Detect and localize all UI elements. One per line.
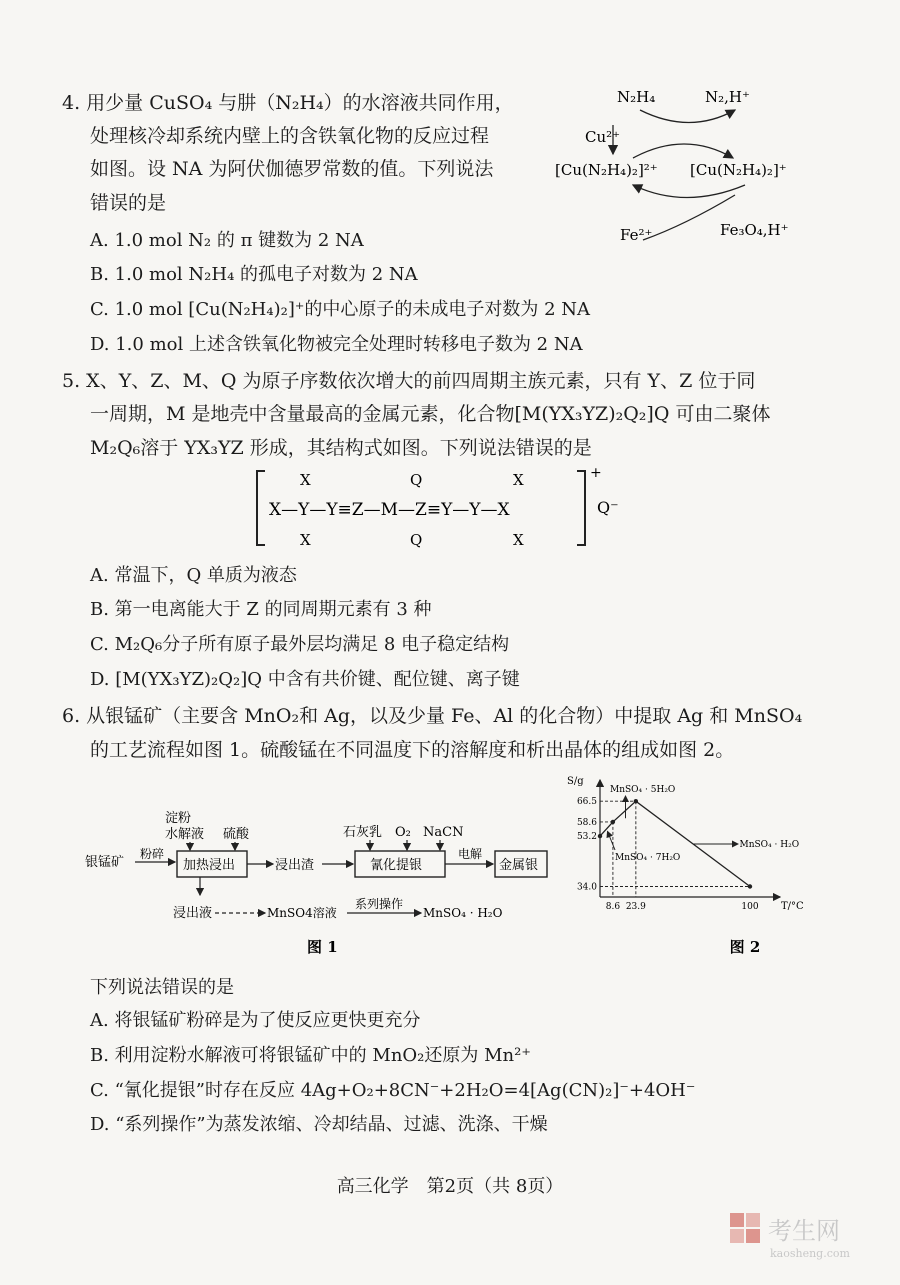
- label-h2o: MnSO₄ · H₂O: [739, 839, 800, 850]
- q4-stem-line-3: 如图。设 NA 为阿伏伽德罗常数的值。下列说法: [90, 158, 494, 180]
- struct-top-right: X: [513, 471, 524, 489]
- q4-stem-line-2: 处理核冷却系统内壁上的含铁氧化物的反应过程: [90, 125, 490, 147]
- struct-top-mid: Q: [410, 471, 423, 489]
- q6-option-b: B. 利用淀粉水解液可将银锰矿中的 MnO₂还原为 Mn²⁺: [90, 1045, 531, 1066]
- diagram-n2h4: N₂H₄: [617, 88, 656, 106]
- q6-solubility-chart: [565, 772, 815, 960]
- y-tick-label: 66.5: [576, 797, 597, 808]
- flow-product: MnSO₄ · H₂O: [423, 906, 503, 920]
- diagram-fe3o4: Fe₃O₄,H⁺: [720, 221, 789, 239]
- flow-operations: 系列操作: [355, 897, 404, 911]
- q6-flow-diagram: [85, 800, 550, 960]
- arrow-top: [640, 110, 735, 123]
- figure-2-caption: 图 2: [729, 938, 761, 956]
- diagram-cu: Cu²⁺: [585, 128, 621, 146]
- flow-leachate: 浸出液: [173, 906, 213, 921]
- q6-option-a: A. 将银锰矿粉碎是为了使反应更快更充分: [90, 1010, 421, 1031]
- flow-starch-2: 水解液: [165, 827, 205, 842]
- diagram-complex-1: [Cu(N₂H₄)₂]²⁺: [555, 161, 658, 179]
- flow-electrolysis: 电解: [458, 847, 483, 861]
- flow-starch-1: 淀粉: [165, 811, 192, 826]
- data-point: [598, 834, 602, 838]
- struct-bot-left: X: [300, 531, 311, 549]
- figure-1-caption: 图 1: [307, 938, 338, 956]
- diagram-complex-2: [Cu(N₂H₄)₂]⁺: [690, 161, 787, 179]
- label-5h2o: MnSO₄ · 5H₂O: [610, 785, 676, 795]
- page-footer: 高三化学 第2页（共 8页）: [336, 1176, 564, 1197]
- label-7h2o: MnSO₄ · 7H₂O: [615, 853, 681, 863]
- diagram-fe: Fe²⁺: [620, 226, 653, 244]
- y-tick-label: 53.2: [576, 832, 597, 843]
- q5-stem-line-3: M₂Q₆溶于 YX₃YZ 形成，其结构式如图。下列说法错误的是: [90, 437, 592, 459]
- arrow-left: [633, 185, 745, 198]
- struct-top-left: X: [300, 471, 311, 489]
- struct-charge: +: [590, 465, 602, 481]
- diagram-n2-h: N₂,H⁺: [705, 88, 750, 106]
- struct-chain: X—Y—Y≡Z—M—Z≡Y—Y—X: [269, 500, 510, 520]
- flow-lime: 石灰乳: [343, 825, 383, 840]
- q4-option-c: C. 1.0 mol [Cu(N₂H₄)₂]⁺的中心原子的未成电子对数为 2 NA: [90, 299, 590, 320]
- flow-mnso4-solution: MnSO4溶液: [267, 906, 337, 920]
- q5-option-d: D. [M(YX₃YZ)₂Q₂]Q 中含有共价键、配位键、离子键: [90, 669, 520, 690]
- q5-stem-line-1: 5. X、Y、Z、M、Q 为原子序数依次增大的前四周期主族元素，只有 Y、Z 位于同: [62, 370, 756, 392]
- flow-heat-leach: 加热浸出: [183, 858, 236, 873]
- q6-stem-line-2: 的工艺流程如图 1。硫酸锰在不同温度下的溶解度和析出晶体的组成如图 2。: [90, 739, 735, 761]
- arrow-right: [633, 144, 733, 158]
- chart-xlabel: T/°C: [781, 901, 804, 912]
- watermark-brand: 考生网: [768, 1217, 840, 1245]
- x-tick-label: 23.9: [625, 902, 646, 912]
- flow-silver: 金属银: [499, 858, 539, 873]
- q4-stem-line-1: 4. 用少量 CuSO₄ 与肼（N₂H₄）的水溶液共同作用，: [62, 92, 514, 114]
- q5-option-a: A. 常温下，Q 单质为液态: [90, 565, 297, 586]
- flow-residue: 浸出渣: [275, 858, 315, 873]
- q6-option-d: D. “系列操作”为蒸发浓缩、冷却结晶、过滤、洗涤、干燥: [90, 1114, 548, 1135]
- struct-counter-ion: Q⁻: [597, 498, 619, 517]
- flow-cyanide: 氰化提银: [370, 858, 423, 873]
- chart-ylabel: S/g: [567, 776, 584, 787]
- x-tick-label: 8.6: [605, 902, 621, 912]
- flow-nacn: NaCN: [423, 825, 464, 840]
- q6-option-c: C. “氰化提银”时存在反应 4Ag+O₂+8CN⁻+2H₂O=4[Ag(CN)₂]⁻+4OH⁻: [90, 1080, 696, 1101]
- q6-stem-line-1: 6. 从银锰矿（主要含 MnO₂和 Ag，以及少量 Fe、Al 的化合物）中提取 Ag 和 MnSO₄: [62, 705, 803, 727]
- q4-option-a: A. 1.0 mol N₂ 的 π 键数为 2 NA: [90, 230, 364, 251]
- q6-question: 下列说法错误的是: [90, 977, 234, 998]
- x-tick-label: 100: [741, 902, 759, 912]
- struct-bot-right: X: [513, 531, 524, 549]
- q5-option-b: B. 第一电离能大于 Z 的同周期元素有 3 种: [90, 599, 432, 620]
- q4-stem-line-4: 错误的是: [90, 192, 167, 214]
- q5-stem-line-2: 一周期，M 是地壳中含量最高的金属元素，化合物[M(YX₃YZ)₂Q₂]Q 可由二聚体: [90, 403, 771, 425]
- flow-crush: 粉碎: [140, 847, 165, 861]
- q4-option-b: B. 1.0 mol N₂H₄ 的孤电子对数为 2 NA: [90, 264, 418, 285]
- watermark-url: kaosheng.com: [770, 1247, 850, 1260]
- y-tick-label: 34.0: [576, 882, 597, 893]
- y-tick-label: 58.6: [576, 817, 597, 828]
- watermark-logo: [728, 1207, 878, 1263]
- q4-option-d: D. 1.0 mol 上述含铁氧化物被完全处理时转移电子数为 2 NA: [90, 334, 583, 355]
- q4-cycle-diagram: [545, 80, 845, 250]
- flow-o2: O₂: [395, 825, 411, 840]
- flow-ore: 银锰矿: [85, 855, 125, 870]
- q5-structure-formula: [245, 463, 645, 553]
- arrow-7h2o: [608, 831, 616, 850]
- q5-option-c: C. M₂Q₆分子所有原子最外层均满足 8 电子稳定结构: [90, 634, 510, 655]
- struct-bot-mid: Q: [410, 531, 423, 549]
- flow-acid: 硫酸: [223, 827, 250, 842]
